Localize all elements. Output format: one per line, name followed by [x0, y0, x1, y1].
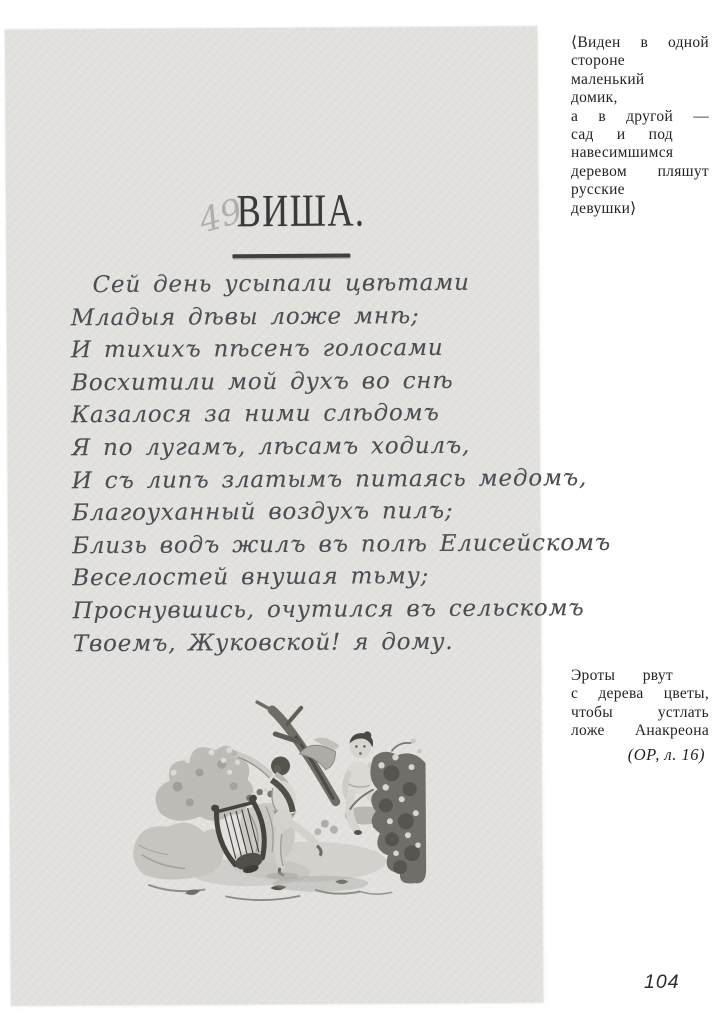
- poem-line: Казалося за ними слѣдомъ: [71, 400, 440, 429]
- margin-note-line: деревом пляшут: [571, 162, 709, 180]
- margin-note-line: навесимшимся: [571, 144, 674, 162]
- poem-line: Сей день усыпали цвѣтами: [92, 269, 470, 299]
- margin-note-line: маленький: [571, 70, 645, 88]
- erotes-vignette-illustration: [129, 693, 434, 907]
- margin-note-line: а в другой —: [571, 107, 709, 125]
- poem-line: Восхитили мой духъ во снѣ: [71, 367, 454, 397]
- title-underline-rule: [232, 254, 350, 258]
- margin-note-top: [571, 34, 709, 218]
- poem-line: Благоуханный воздухъ пилъ;: [71, 498, 454, 527]
- margin-note-line: русские: [571, 181, 625, 199]
- margin-note-line: с дерева цветы,: [571, 685, 709, 703]
- poem-line: И тихихъ пѣсенъ голосами: [70, 335, 444, 364]
- margin-note-line: ложе Анакреона: [571, 722, 709, 740]
- poem-line: Твоемъ, Жуковской! я дому.: [72, 628, 454, 657]
- poem-line: Младыя дѣвы ложе мнѣ;: [70, 302, 420, 331]
- poem-line: Проснувшись, очутился въ сельскомъ: [72, 595, 585, 625]
- poem-line: И съ липъ златымъ питаясь медомъ,: [71, 464, 588, 494]
- margin-note-line: стороне: [571, 52, 625, 70]
- margin-note-bottom: [571, 667, 709, 764]
- margin-note-line: Эроты рвут: [571, 667, 673, 684]
- margin-note-line: девушки⟩: [571, 199, 637, 217]
- poem-line: Близь водъ жилъ въ полѣ Елисейскомъ: [72, 529, 612, 559]
- folio-number-annotation: 49: [194, 191, 248, 242]
- source-reference: (ОР, л. 16): [627, 744, 705, 764]
- poem-line: Веселостей внушая тьму;: [72, 563, 430, 592]
- margin-note-line: чтобы устлать: [571, 703, 709, 721]
- margin-note-line: ⟨Виден в одной: [571, 34, 709, 51]
- page-number: 104: [644, 971, 680, 993]
- poem: [70, 266, 612, 660]
- poem-line: Я по лугамъ, лѣсамъ ходилъ,: [71, 432, 471, 462]
- manuscript-title: ВИША.: [236, 184, 366, 237]
- margin-note-line: домик,: [571, 89, 618, 107]
- margin-note-line: сад и под: [571, 126, 673, 144]
